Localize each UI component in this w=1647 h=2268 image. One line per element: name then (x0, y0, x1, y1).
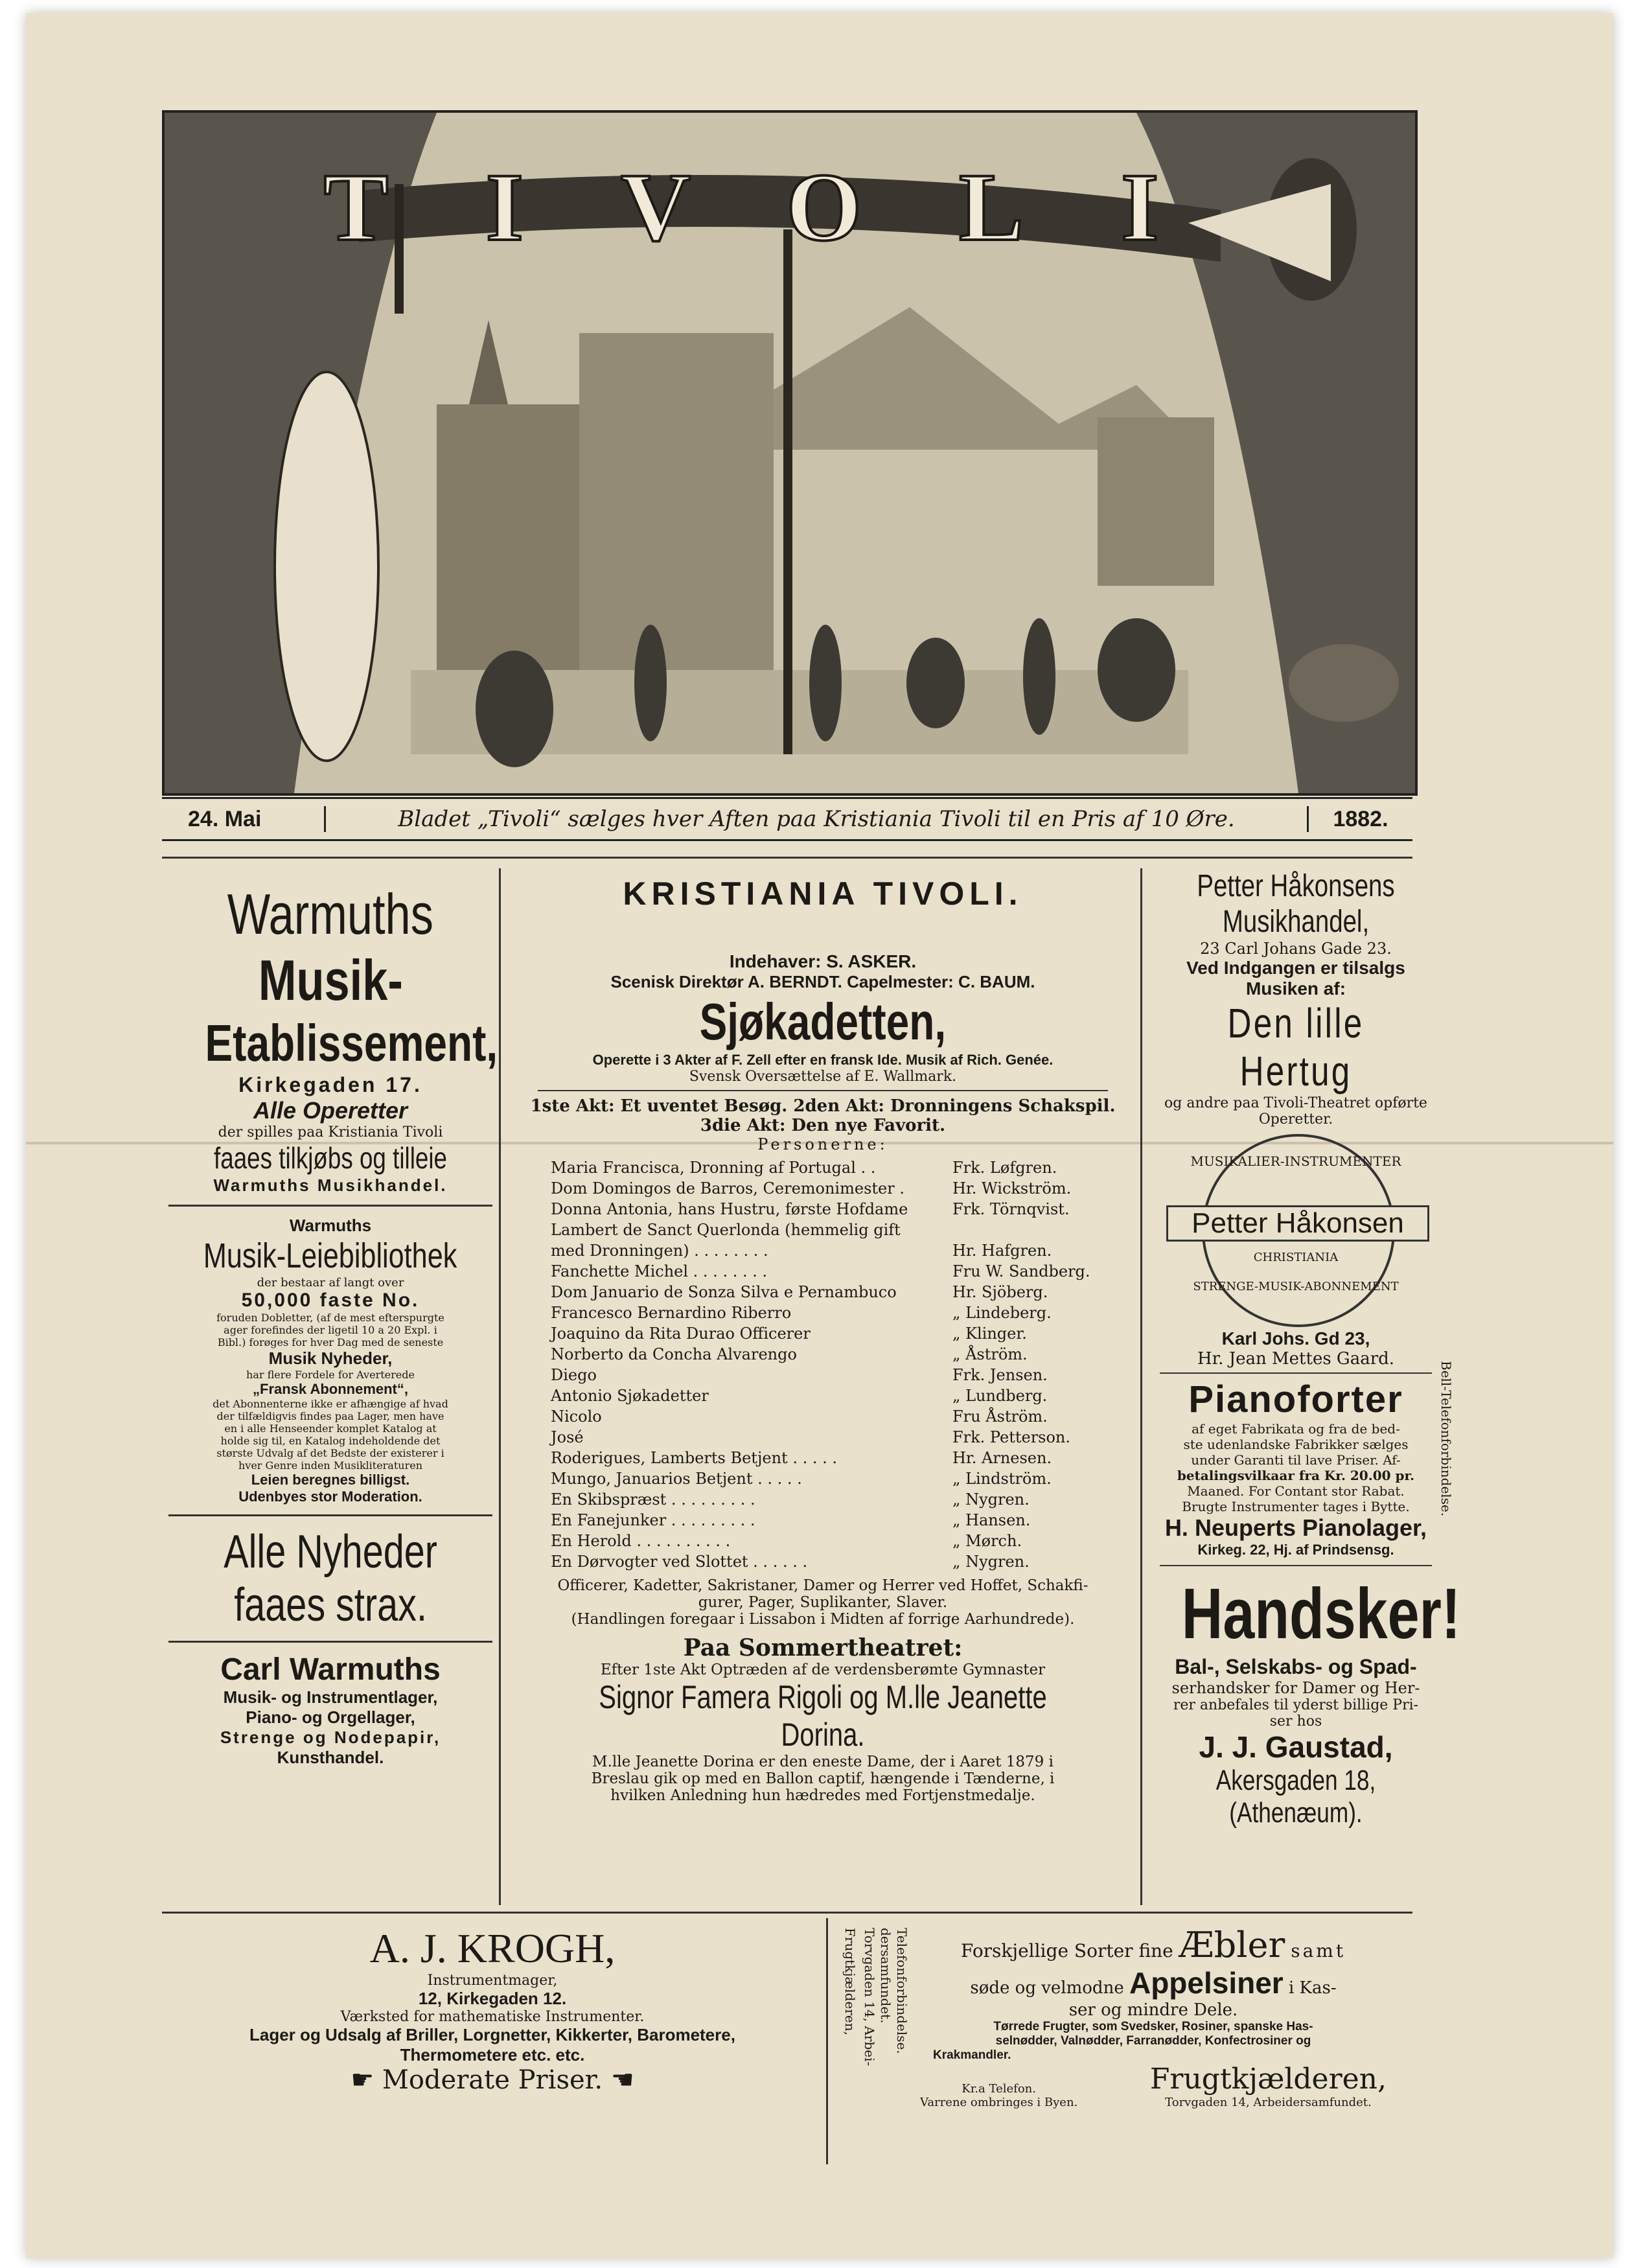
cast-row (551, 1551, 1134, 1572)
cast-row (551, 1344, 1134, 1365)
cast-role: Francesco Bernardino Riberro (551, 1304, 792, 1322)
neupert-title: H. Neuperts Pianolager, (1164, 1514, 1427, 1541)
fruit-line-9: Torvgaden 14, Arbeidersamfundet. (1165, 2096, 1372, 2109)
cast-actor: Hr. Arnesen. (952, 1449, 1052, 1467)
cast-actor: „ Åström. (952, 1345, 1028, 1363)
library-line-10: der tilfældigvis findes paa Lager, men have (216, 1410, 444, 1422)
seal-top-text: MUSIKALIER-INSTRUMENTER (1190, 1153, 1401, 1169)
fruit-line-7: Kr.a Telefon. (962, 2082, 1036, 2096)
cast-role: Fanchette Michel . . . . . . . . (551, 1262, 768, 1280)
fruit-line-5: selnødder, Valnødder, Farranødder, Konfectrosiner og (995, 2034, 1311, 2048)
carl-warmuth-title: Carl Warmuths (220, 1652, 441, 1687)
handsker-line-3: rer anbefales til yderst billige Pri- (1173, 1697, 1419, 1713)
cast-row (551, 1531, 1134, 1551)
entry-line-4: Operetter. (1258, 1111, 1333, 1128)
fruit-line-1 (920, 1925, 1387, 1965)
cast-row (551, 1406, 1134, 1427)
cast-role: Lambert de Sanct Querlonda (hemmelig gift (551, 1221, 901, 1239)
cast-role: En Skibspræst . . . . . . . . . (551, 1490, 755, 1509)
cast-heading: Personerne: (757, 1135, 888, 1153)
seal-bottom-text: STRENGE-MUSIK-ABONNEMENT (1193, 1280, 1399, 1293)
acts-line-2: 3die Akt: Den nye Favorit. (700, 1116, 946, 1135)
entry-line-2: Musiken af: (1245, 978, 1346, 999)
entry-line-3: og andre paa Tivoli-Theatret opførte (1164, 1095, 1427, 1111)
frugt-side-4: Telefonforbindelse. (894, 1928, 910, 2054)
cast-actor: Frk. Petterson. (952, 1428, 1071, 1446)
play-description-1: Operette i 3 Akter af F. Zell efter en fransk Ide. Musik af Rich. Genée. (592, 1052, 1054, 1068)
gaustad-address: Akersgaden 18, (Athenæum). (1215, 1765, 1376, 1829)
krogh-line-2: 12, Kirkegaden 12. (418, 1989, 567, 2008)
cast-row (551, 1468, 1134, 1489)
cast-row (551, 1489, 1134, 1510)
cast-row (551, 1323, 1134, 1344)
library-title-2: Musik-Leiebibliothek (203, 1236, 457, 1275)
fruit-line-1-text: Forskjellige Sorter fine (960, 1940, 1173, 1961)
library-line-7: har flere Fordele for Averterede (246, 1369, 415, 1381)
neupert-address: Kirkeg. 22, Hj. af Prindsensg. (1197, 1542, 1394, 1558)
summer-heading: Paa Sommertheatret: (683, 1634, 963, 1661)
krogh-name: A. J. KROGH, (369, 1925, 616, 1971)
cast-actor: Hr. Wickström. (952, 1179, 1072, 1198)
fruit-advertisement (920, 1925, 1387, 2109)
cast-role: Joaquino da Rita Durao Officerer (551, 1325, 811, 1343)
library-line-12: holde sig til, en Katalog indeholdende det (220, 1435, 441, 1447)
cast-actor: „ Hansen. (952, 1511, 1031, 1529)
cast-row (551, 1157, 1134, 1178)
fruit-line-3: ser og mindre Dele. (1068, 2000, 1238, 2020)
price-motto: Bladet „Tivoli“ sælges hver Aften paa Kristiania Tivoli til en Pris af 10 Øre. (324, 806, 1309, 832)
bell-telephone-note: Bell-Telefonforbindelse. (1438, 1361, 1454, 1517)
footer-rule (162, 1912, 1412, 1914)
frugtkjaelderen: Frugtkjælderen, (1149, 2063, 1387, 2096)
den-lille-hertug: Den lille Hertug (1227, 1000, 1365, 1094)
cast-list (551, 1157, 1134, 1572)
cast-role: Norberto da Concha Alvarengo (551, 1345, 797, 1363)
cast-actor: „ Lundberg. (952, 1387, 1048, 1405)
library-title-1: Warmuths (289, 1216, 372, 1235)
hakonsen-shop-name: Petter Håkonsens Musikhandel, (1197, 869, 1395, 939)
cast-role: Mungo, Januarios Betjent . . . . . (551, 1470, 802, 1488)
warmuth-line-2: faaes tilkjøbs og tilleie (213, 1141, 447, 1175)
piano-line-4: betalingsvilkaar fra Kr. 20.00 pr. (1177, 1468, 1415, 1483)
program-title: KRISTIANIA TIVOLI. (623, 875, 1023, 912)
cast-role: Maria Francisca, Dronning af Portugal . . (551, 1159, 876, 1177)
krogh-line-4: Lager og Udsalg af Briller, Lorgnetter, Kikkerter, Barometere, (249, 2025, 735, 2044)
cast-actor: „ Nygren. (952, 1490, 1030, 1509)
cast-role: Dom Domingos de Barros, Ceremonimester . (551, 1179, 904, 1198)
play-description-2: Svensk Oversættelse af E. Wallmark. (689, 1069, 957, 1085)
fruit-footer-right (1150, 2063, 1387, 2109)
cast-actor: Frk. Törnqvist. (952, 1200, 1070, 1218)
cast-role: Diego (551, 1366, 597, 1384)
handsker-line-2: serhandsker for Damer og Her- (1171, 1679, 1420, 1697)
hakonsen-seal (1166, 1134, 1425, 1322)
warmuth-line-3: Warmuths Musikhandel. (213, 1175, 448, 1195)
divider (168, 1641, 492, 1643)
warmuth-advertisement (168, 881, 498, 1768)
hakonsen-address: 23 Carl Johans Gade 23. (1200, 940, 1392, 958)
warmuth-title-2: Musik- (258, 948, 403, 1012)
cast-actor: „ Nygren. (952, 1553, 1030, 1571)
carl-line-2: Musik- og Instrumentlager, (223, 1687, 438, 1707)
fruit-line-2b-text: i Kas- (1288, 1978, 1337, 1998)
library-line-13: største Udvalg af det Bedste der existerer i (216, 1447, 444, 1459)
extras-2: gurer, Pager, Suplikanter, Slaver. (698, 1594, 948, 1611)
krogh-line-3: Værksted for mathematiske Instrumenter. (340, 2009, 645, 2025)
library-line-14: hver Genre inden Musikliteraturen (238, 1459, 422, 1472)
library-line-5: Bibl.) forøges for hver Dag med de seneste (217, 1336, 444, 1348)
seal-name: Petter Håkonsen (1166, 1205, 1429, 1242)
library-line-4: ager forefindes der ligetil 10 a 20 Expl. i (224, 1324, 437, 1336)
cast-actor: „ Mørch. (952, 1532, 1022, 1550)
warmuth-line-1: der spilles paa Kristiania Tivoli (218, 1124, 443, 1140)
carl-line-4: Strenge og Nodepapir, (220, 1728, 441, 1747)
cast-role: José (551, 1428, 584, 1446)
carl-line-5: Kunsthandel. (277, 1748, 384, 1767)
cast-row (551, 1448, 1134, 1468)
carl-line-3: Piano- og Orgellager, (246, 1707, 415, 1727)
cast-row (551, 1282, 1134, 1302)
frugt-side-3: dersamfundet. (878, 1928, 893, 2024)
piano-line-6: Brugte Instrumenter tages i Bytte. (1182, 1499, 1410, 1514)
cast-role: med Dronningen) . . . . . . . . (551, 1242, 768, 1260)
divider (538, 1090, 1108, 1091)
cast-row (551, 1240, 1134, 1261)
cast-row (551, 1261, 1134, 1282)
karl-johan-address: Karl Johs. Gd 23, (1221, 1328, 1370, 1348)
cast-role: Roderigues, Lamberts Betjent . . . . . (551, 1449, 837, 1467)
fruit-line-4: Tørrede Frugter, som Svedsker, Rosiner, spanske Has- (993, 2020, 1313, 2033)
divider (1160, 1565, 1432, 1566)
cast-role: Donna Antonia, hans Hustru, første Hofdame (551, 1200, 908, 1218)
warmuth-title-1: Warmuths (227, 882, 434, 946)
cast-role: Nicolo (551, 1407, 602, 1426)
summer-line-3: M.lle Jeanette Dorina er den eneste Dame, der i Aaret 1879 i (592, 1753, 1054, 1770)
divider (168, 1514, 492, 1516)
library-line-3: foruden Dobletter, (af de mest efterspurgte (216, 1312, 444, 1324)
entry-line-1: Ved Indgangen er tilsalgs (1186, 958, 1405, 978)
cast-actor: „ Klinger. (952, 1325, 1027, 1343)
pointing-hand-icon: ☛ (351, 2065, 382, 2095)
fruit-line-8: Varrene ombringes i Byen. (920, 2096, 1078, 2109)
extras-1: Officerer, Kadetter, Sakristaner, Damer og Herrer ved Hoffet, Schakfi- (557, 1577, 1088, 1594)
footer-column-rule (826, 1918, 828, 2164)
cast-row (551, 1199, 1134, 1220)
issue-year: 1882. (1333, 806, 1388, 831)
column-rule-right (1140, 868, 1142, 1905)
cast-actor: Frk. Løfgren. (952, 1159, 1057, 1177)
fruit-footer (920, 2063, 1387, 2109)
issue-date: 24. Mai (188, 806, 262, 831)
program-directors: Scenisk Direktør A. BERNDT. Capelmester: C. BAUM. (610, 972, 1035, 991)
gaustad-name: J. J. Gaustad, (1199, 1730, 1393, 1764)
cast-actor: Frk. Jensen. (952, 1366, 1048, 1384)
cast-actor: Hr. Hafgren. (952, 1242, 1052, 1260)
frugt-side-2: Torvgaden 14, Arbei- (862, 1928, 877, 2066)
piano-line-5: Maaned. For Contant stor Rabat. (1187, 1483, 1405, 1499)
faaes-strax: faaes strax. (234, 1579, 427, 1631)
cast-row (551, 1427, 1134, 1448)
handsker-title: Handsker! (1181, 1574, 1461, 1654)
pianoforter-title: Pianoforter (1188, 1378, 1403, 1420)
tivoli-program (512, 875, 1134, 1804)
cast-row (551, 1302, 1134, 1323)
cast-actor: „ Lindeberg. (952, 1304, 1052, 1322)
piano-line-2: ste udenlandske Fabrikker sælges (1183, 1437, 1409, 1452)
divider (1160, 1372, 1432, 1374)
pointing-hand-icon: ☚ (603, 2065, 634, 2095)
cast-row (551, 1220, 1134, 1240)
fruit-line-2-text: søde og velmodne (970, 1978, 1124, 1998)
fruit-line-6: Krakmandler. (933, 2048, 1011, 2062)
handsker-line-1: Bal-, Selskabs- og Spad- (1175, 1655, 1417, 1678)
cast-role: Antonio Sjøkadetter (551, 1387, 709, 1405)
cast-actor: Fru Åström. (952, 1407, 1048, 1426)
seal-city: CHRISTIANIA (1253, 1251, 1339, 1264)
acts-line-1: 1ste Akt: Et uventet Besøg. 2den Akt: Dronningens Schakspil. (530, 1096, 1116, 1116)
frugt-side-1: Frugtkjælderen, (842, 1928, 858, 2035)
cast-actor: Fru W. Sandberg. (952, 1262, 1090, 1280)
warmuth-operetter: Alle Operetter (253, 1097, 408, 1124)
cast-actor: Hr. Sjöberg. (952, 1283, 1048, 1301)
library-line-16: Udenbyes stor Moderation. (238, 1488, 422, 1505)
summer-line-1: Efter 1ste Akt Optræden af de verdensberømte Gymnaster (600, 1661, 1046, 1678)
krogh-line-5: Thermometere etc. etc. (400, 2045, 585, 2065)
library-line-1: der bestaar af langt over (257, 1276, 404, 1290)
library-line-9: det Abonnenterne ikke er afhængige af hvad (213, 1398, 448, 1410)
masthead-engraving (162, 110, 1418, 796)
moderate-prices: Moderate Priser. (382, 2065, 603, 2095)
cast-row (551, 1178, 1134, 1199)
alle-nyheder: Alle Nyheder (224, 1526, 437, 1578)
summer-line-5: hvilken Anledning hun hædredes med Fortjenstmedalje. (610, 1787, 1035, 1804)
krogh-line-1: Instrumentmager, (427, 1973, 558, 1989)
cast-row (551, 1385, 1134, 1406)
handsker-line-4: ser hos (1269, 1713, 1322, 1730)
cast-role: En Fanejunker . . . . . . . . . (551, 1511, 755, 1529)
library-line-15: Leien beregnes billigst. (251, 1472, 410, 1488)
dateline (162, 797, 1412, 841)
play-title: Sjøkadetten, (699, 993, 947, 1050)
warmuth-address: Kirkegaden 17. (238, 1073, 422, 1096)
masthead-title: TIVOLI (323, 154, 1256, 261)
library-line-8: „Fransk Abonnement“, (253, 1381, 408, 1397)
piano-line-1: af eget Fabrikata og fra de bed- (1192, 1421, 1400, 1437)
piano-line-3: under Garanti til lave Priser. Af- (1191, 1452, 1401, 1468)
krogh-prices (168, 2065, 816, 2095)
mettes-gaard: Hr. Jean Mettes Gaard. (1197, 1349, 1395, 1369)
warmuth-title-3: Etablissement, (205, 1014, 498, 1072)
cast-actor (952, 1220, 1134, 1240)
summer-line-4: Breslau gik op med en Ballon captif, hængende i Tænderne, i (591, 1770, 1055, 1787)
cast-role: En Herold . . . . . . . . . . (551, 1532, 731, 1550)
header-rule (162, 857, 1412, 859)
cast-row (551, 1365, 1134, 1385)
extras-3: (Handlingen foregaar i Lissabon i Midten af forrige Aarhundrede). (571, 1611, 1075, 1628)
cast-role: En Dørvogter ved Slottet . . . . . . (551, 1553, 808, 1571)
gymnast-names: Signor Famera Rigoli og M.lle Jeanette Dorina. (599, 1679, 1047, 1753)
library-line-6: Musik Nyheder, (268, 1348, 393, 1368)
samt: samt (1291, 1940, 1346, 1961)
fruit-line-2 (920, 1965, 1387, 2000)
divider (168, 1205, 492, 1207)
krogh-advertisement (168, 1925, 816, 2095)
cast-actor: „ Lindström. (952, 1470, 1052, 1488)
aebler: Æbler (1179, 1925, 1285, 1965)
appelsiner: Appelsiner (1129, 1966, 1284, 2000)
column-rule-left (499, 868, 501, 1905)
cast-row (551, 1510, 1134, 1531)
program-owner: Indehaver: S. ASKER. (729, 951, 917, 971)
library-line-11: en i alle Henseender komplet Katalog at (224, 1422, 437, 1435)
library-line-2: 50,000 faste No. (241, 1290, 420, 1311)
cast-role: Dom Januario de Sonza Silva e Pernambuco (551, 1283, 897, 1301)
fruit-footer-left (920, 2082, 1077, 2109)
